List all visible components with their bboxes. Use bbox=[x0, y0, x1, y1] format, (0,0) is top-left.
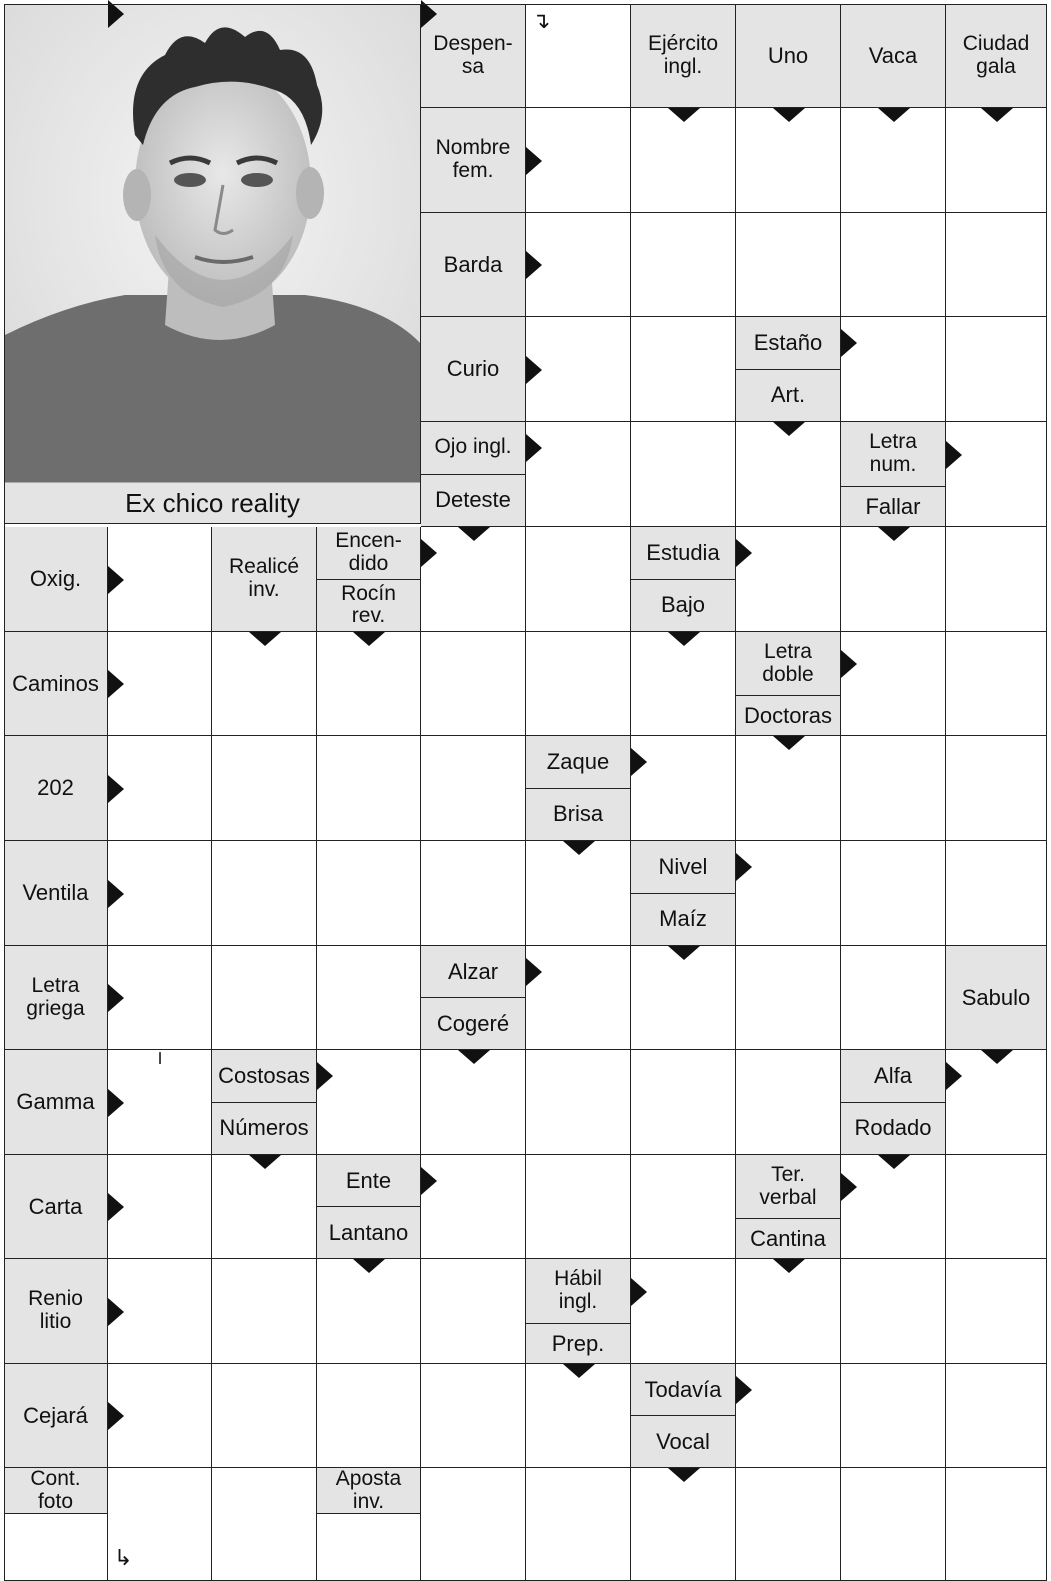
answer-cell[interactable] bbox=[946, 1468, 1047, 1581]
clue-photo bbox=[4, 4, 421, 524]
answer-cell[interactable] bbox=[841, 1468, 946, 1581]
arrow-right-icon bbox=[526, 251, 542, 279]
answer-cell[interactable] bbox=[421, 736, 526, 841]
arrow-right-icon bbox=[946, 1062, 962, 1090]
clue-prep: Prep. bbox=[526, 1324, 631, 1364]
clue-letra-griega: Letra griega bbox=[4, 946, 108, 1050]
answer-cell[interactable] bbox=[736, 946, 841, 1050]
arrow-right-icon bbox=[736, 853, 752, 881]
clue-art: Art. bbox=[736, 370, 841, 423]
answer-cell[interactable] bbox=[946, 841, 1047, 946]
arrow-right-icon bbox=[108, 984, 124, 1012]
answer-cell[interactable] bbox=[841, 213, 946, 317]
arrow-right-icon bbox=[317, 1062, 333, 1090]
clue-rocin-rev: Rocín rev. bbox=[317, 580, 421, 633]
arrow-right-icon bbox=[108, 0, 124, 28]
arrow-right-icon bbox=[841, 1173, 857, 1201]
clue-uno: Uno bbox=[736, 4, 841, 108]
arrow-down-icon bbox=[773, 736, 805, 750]
answer-cell[interactable] bbox=[526, 1050, 631, 1155]
answer-cell[interactable] bbox=[212, 1364, 317, 1468]
answer-cell[interactable] bbox=[212, 632, 317, 736]
arrow-right-icon bbox=[631, 748, 647, 776]
arrow-right-icon bbox=[421, 0, 437, 28]
clue-deteste: Deteste bbox=[421, 475, 526, 528]
answer-cell[interactable] bbox=[946, 422, 1047, 527]
answer-cell[interactable] bbox=[526, 1364, 631, 1468]
arrow-down-icon bbox=[458, 527, 490, 541]
answer-cell[interactable] bbox=[526, 632, 631, 736]
answer-cell[interactable] bbox=[421, 1468, 526, 1581]
arrow-right-icon bbox=[631, 1278, 647, 1306]
start-arrow-top-icon: ↴ bbox=[532, 8, 551, 33]
arrow-right-icon bbox=[108, 1089, 124, 1117]
arrow-right-icon bbox=[526, 147, 542, 175]
answer-cell[interactable] bbox=[841, 1155, 946, 1259]
arrow-down-icon bbox=[563, 1364, 595, 1378]
arrow-right-icon bbox=[421, 539, 437, 567]
arrow-right-icon bbox=[946, 441, 962, 469]
clue-lantano: Lantano bbox=[317, 1207, 421, 1259]
clue-letra-num: Letra num. bbox=[841, 422, 946, 487]
arrow-right-icon bbox=[108, 775, 124, 803]
clue-cantina: Cantina bbox=[736, 1219, 841, 1259]
answer-cell[interactable] bbox=[631, 1155, 736, 1259]
answer-cell[interactable] bbox=[317, 1364, 421, 1468]
clue-cont-foto: Cont. foto bbox=[4, 1468, 108, 1514]
answer-cell[interactable] bbox=[526, 1468, 631, 1581]
answer-cell[interactable] bbox=[946, 527, 1047, 632]
answer-cell[interactable] bbox=[841, 736, 946, 841]
clue-ejercito-ingl: Ejército ingl. bbox=[631, 4, 736, 108]
clue-aposta-inv: Aposta inv. bbox=[317, 1468, 421, 1514]
answer-cell[interactable] bbox=[946, 1155, 1047, 1259]
arrow-down-icon bbox=[668, 632, 700, 646]
arrow-down-icon bbox=[773, 1259, 805, 1273]
clue-ventila: Ventila bbox=[4, 841, 108, 946]
answer-cell[interactable] bbox=[841, 527, 946, 632]
arrow-right-icon bbox=[736, 1376, 752, 1404]
arrow-down-icon bbox=[249, 1155, 281, 1169]
arrow-right-icon bbox=[108, 1402, 124, 1430]
clue-curio: Curio bbox=[421, 317, 526, 422]
arrow-right-icon bbox=[526, 356, 542, 384]
clue-cejara: Cejará bbox=[4, 1364, 108, 1468]
answer-cell[interactable] bbox=[841, 946, 946, 1050]
clue-habil-ingl: Hábil ingl. bbox=[526, 1259, 631, 1324]
clue-costosas: Costosas bbox=[212, 1050, 317, 1103]
answer-cell[interactable] bbox=[212, 1155, 317, 1259]
clue-estano: Estaño bbox=[736, 317, 841, 370]
arrow-right-icon bbox=[108, 670, 124, 698]
answer-cell[interactable] bbox=[946, 1364, 1047, 1468]
arrow-down-icon bbox=[773, 422, 805, 436]
answer-cell[interactable] bbox=[421, 1050, 526, 1155]
answer-cell[interactable] bbox=[526, 527, 631, 632]
arrow-right-icon bbox=[108, 1298, 124, 1326]
answer-cell[interactable] bbox=[317, 632, 421, 736]
clue-realice-inv: Realicé inv. bbox=[212, 527, 317, 632]
clue-numeros: Números bbox=[212, 1103, 317, 1156]
answer-cell[interactable] bbox=[736, 213, 841, 317]
arrow-down-icon bbox=[249, 632, 281, 646]
clue-ojo-ingl: Ojo ingl. bbox=[421, 422, 526, 475]
arrow-down-icon bbox=[773, 108, 805, 122]
arrow-right-icon bbox=[526, 434, 542, 462]
answer-cell[interactable] bbox=[631, 317, 736, 422]
clue-fallar: Fallar bbox=[841, 487, 946, 527]
arrow-down-icon bbox=[668, 946, 700, 960]
answer-cell[interactable] bbox=[317, 736, 421, 841]
answer-cell[interactable] bbox=[946, 632, 1047, 736]
answer-cell[interactable] bbox=[526, 1155, 631, 1259]
answer-cell[interactable] bbox=[841, 108, 946, 213]
answer-cell[interactable] bbox=[631, 108, 736, 213]
answer-cell[interactable] bbox=[946, 213, 1047, 317]
clue-renio-litio: Renio litio bbox=[4, 1259, 108, 1364]
answer-cell[interactable] bbox=[946, 736, 1047, 841]
answer-cell[interactable] bbox=[736, 1259, 841, 1364]
portrait-image bbox=[5, 5, 421, 485]
answer-cell[interactable] bbox=[421, 1364, 526, 1468]
answer-cell[interactable] bbox=[631, 422, 736, 527]
answer-cell[interactable] bbox=[421, 1259, 526, 1364]
arrow-down-icon bbox=[563, 841, 595, 855]
answer-cell[interactable] bbox=[841, 841, 946, 946]
clue-barda: Barda bbox=[421, 213, 526, 317]
answer-cell[interactable] bbox=[736, 108, 841, 213]
clue-n202: 202 bbox=[4, 736, 108, 841]
arrow-down-icon bbox=[668, 1468, 700, 1482]
answer-cell[interactable] bbox=[841, 1259, 946, 1364]
clue-vaca: Vaca bbox=[841, 4, 946, 108]
start-arrow-bottom-icon: ↳ bbox=[114, 1545, 133, 1570]
clue-carta: Carta bbox=[4, 1155, 108, 1259]
answer-cell[interactable] bbox=[631, 1259, 736, 1364]
answer-cell[interactable] bbox=[212, 736, 317, 841]
arrow-down-icon bbox=[878, 527, 910, 541]
clue-zaque: Zaque bbox=[526, 736, 631, 789]
answer-cell[interactable] bbox=[946, 108, 1047, 213]
clue-ciudad-gala: Ciudad gala bbox=[946, 4, 1047, 108]
arrow-right-icon bbox=[108, 566, 124, 594]
arrow-down-icon bbox=[878, 108, 910, 122]
cursor-mark-icon: ╷ bbox=[154, 1042, 167, 1064]
arrow-down-icon bbox=[878, 1155, 910, 1169]
clue-despensa: Despen- sa bbox=[421, 4, 526, 108]
arrow-right-icon bbox=[421, 1167, 437, 1195]
answer-cell[interactable] bbox=[736, 1050, 841, 1155]
clue-estudia: Estudia bbox=[631, 527, 736, 580]
clue-bajo: Bajo bbox=[631, 580, 736, 633]
clue-alzar: Alzar bbox=[421, 946, 526, 998]
clue-ter-verbal: Ter. verbal bbox=[736, 1155, 841, 1219]
answer-cell[interactable] bbox=[946, 1259, 1047, 1364]
photo-caption: Ex chico reality bbox=[5, 482, 420, 523]
clue-sabulo: Sabulo bbox=[946, 946, 1047, 1050]
clue-doctoras: Doctoras bbox=[736, 696, 841, 736]
clue-alfa: Alfa bbox=[841, 1050, 946, 1103]
arrow-down-icon bbox=[981, 108, 1013, 122]
answer-cell[interactable] bbox=[421, 632, 526, 736]
answer-cell[interactable] bbox=[631, 632, 736, 736]
clue-maiz: Maíz bbox=[631, 894, 736, 947]
clue-cogere: Cogeré bbox=[421, 998, 526, 1050]
clue-caminos: Caminos bbox=[4, 632, 108, 736]
answer-cell[interactable] bbox=[841, 632, 946, 736]
clue-rodado: Rodado bbox=[841, 1103, 946, 1156]
arrow-right-icon bbox=[841, 650, 857, 678]
answer-cell[interactable] bbox=[212, 1259, 317, 1364]
arrow-down-icon bbox=[458, 1050, 490, 1064]
answer-cell[interactable] bbox=[212, 841, 317, 946]
answer-cell[interactable] bbox=[946, 317, 1047, 422]
clue-nivel: Nivel bbox=[631, 841, 736, 894]
answer-cell[interactable] bbox=[631, 1468, 736, 1581]
answer-cell[interactable] bbox=[841, 1364, 946, 1468]
arrow-down-icon bbox=[353, 632, 385, 646]
clue-oxig: Oxig. bbox=[4, 527, 108, 632]
arrow-right-icon bbox=[108, 1193, 124, 1221]
answer-cell[interactable] bbox=[212, 946, 317, 1050]
answer-cell[interactable] bbox=[526, 841, 631, 946]
arrow-right-icon bbox=[108, 880, 124, 908]
clue-brisa: Brisa bbox=[526, 789, 631, 842]
answer-cell[interactable] bbox=[631, 1050, 736, 1155]
arrow-right-icon bbox=[841, 329, 857, 357]
clue-todavia: Todavía bbox=[631, 1364, 736, 1416]
arrow-down-icon bbox=[353, 1259, 385, 1273]
clue-vocal: Vocal bbox=[631, 1416, 736, 1468]
answer-cell[interactable] bbox=[631, 213, 736, 317]
arrow-down-icon bbox=[668, 108, 700, 122]
answer-cell[interactable] bbox=[736, 736, 841, 841]
clue-letra-doble: Letra doble bbox=[736, 632, 841, 696]
answer-cell[interactable] bbox=[736, 1468, 841, 1581]
answer-cell[interactable] bbox=[317, 1259, 421, 1364]
answer-cell[interactable] bbox=[317, 841, 421, 946]
answer-cell[interactable] bbox=[631, 946, 736, 1050]
answer-cell[interactable] bbox=[421, 841, 526, 946]
clue-nombre-fem: Nombre fem. bbox=[421, 108, 526, 213]
clue-gamma: Gamma bbox=[4, 1050, 108, 1155]
clue-encendido: Encen- dido bbox=[317, 527, 421, 580]
arrow-down-icon bbox=[981, 1050, 1013, 1064]
arrow-right-icon bbox=[736, 539, 752, 567]
arrow-right-icon bbox=[526, 958, 542, 986]
answer-cell[interactable] bbox=[317, 946, 421, 1050]
answer-cell[interactable] bbox=[212, 1468, 317, 1581]
clue-ente: Ente bbox=[317, 1155, 421, 1207]
answer-cell[interactable] bbox=[736, 422, 841, 527]
